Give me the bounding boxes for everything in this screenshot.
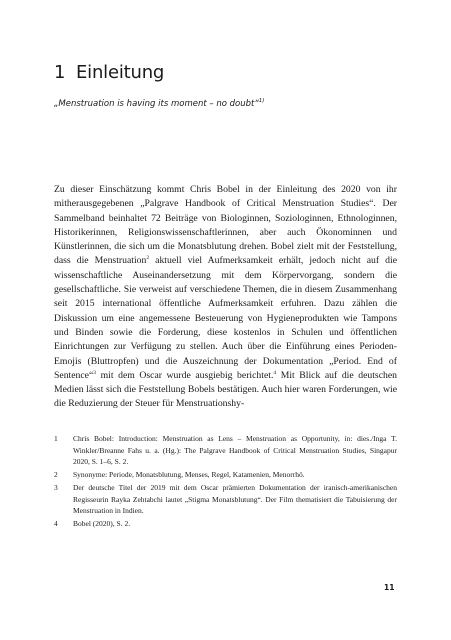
footnote-text: Der deutsche Titel der 2019 mit dem Oscar prämierten Dokumentation der iranisch-amerikanischen Regisseurin Rayka Zehtabchi lautet „Stigma Monatsblutung“. Der Film thematisiert die Tabuisierung der Menstruation in Indien. — [73, 483, 397, 516]
body-text — [54, 183, 397, 412]
paragraph-segment: Zu dieser Einschätzung kommt Chris Bobel in der Einleitung des 2020 von ihr mitherausgegebenen „Palgrave Handbook of Critical Menstruation Studies“. Der Sammelband beinhaltet 72 Beiträge von Biologinnen, Soziologinnen, Ethnologinnen, Historikerinnen, Religionswissenschaftlerinnen, aber auch Ökonominnen und Künstlerinnen, die sich um die Monatsblutung drehen. Bobel zielt mit der Feststellung, dass die Menstruation — [54, 184, 397, 267]
paragraph-segment: mit dem Oscar wurde ausgiebig berichtet. — [96, 369, 274, 381]
footnote-number: 3 — [54, 483, 58, 493]
footnote-number: 4 — [54, 519, 58, 529]
footnote-ref-4: 4 — [273, 369, 277, 376]
footnote-1 — [54, 433, 397, 468]
footnotes — [54, 433, 397, 531]
footnote-text: Chris Bobel: Introduction: Menstruation as Lens – Menstruation as Opportunity, in: dies./Inga T. Winkler/Breanne Fahs u. a. (Hg.): The Palgrave Handbook of Critical Menstruation Studies, Singapur 2020, S. 1–6, S. 2. — [73, 434, 397, 467]
epigraph-text: „Menstruation is having its moment – no doubt“ — [54, 99, 259, 109]
chapter-heading — [54, 62, 164, 83]
footnote-4 — [54, 518, 397, 530]
footnote-number: 2 — [54, 470, 58, 480]
footnote-number: 1 — [54, 434, 58, 443]
footnote-ref-3: 3 — [93, 369, 97, 376]
epigraph — [54, 99, 394, 109]
paragraph-segment: Mit Blick auf die deutschen Medien lässt sich die Feststellung Bobels bestätigen. Auch hier waren Forderungen, wie die Reduzierung der Steuer für Menstruationshy- — [54, 369, 397, 410]
epigraph-footnote-ref: 1) — [258, 98, 265, 105]
chapter-number: 1 — [54, 62, 66, 83]
footnote-text: Synonyme: Periode, Monatsblutung, Menses, Regel, Katamenien, Menorrhö. — [73, 470, 305, 480]
footnote-3 — [54, 482, 397, 517]
chapter-title: Einleitung — [76, 62, 165, 83]
footnote-ref-2: 2 — [146, 255, 150, 262]
footnote-2 — [54, 469, 397, 481]
paragraph — [54, 183, 397, 412]
page-number: 11 — [384, 583, 395, 592]
paragraph-segment: aktuell viel Aufmerksamkeit erhält, jedoch nicht auf die wissenschaftliche Auseinandersetzung mit dem Körpervorgang, sondern die gesellschaftliche. Sie verweist auf verschiedene Themen, die in diesem Zusammenhang seit 2015 international öffentliche Aufmerksamkeit erfuhren. Dazu zählen die Diskussion um eine angemessene Besteuerung von Hygieneprodukten wie Tampons und Binden sowie die Forderung, diese kostenlos in Schulen und öffentlichen Einrichtungen zur Verfügung zu stellen. Auch über die Einführung eines Perioden-Emojis (Bluttropfen) und die Auszeichnung der Dokumentation „Period. End of Sentence“ — [54, 255, 397, 381]
footnote-text: Bobel (2020), S. 2. — [73, 519, 131, 529]
